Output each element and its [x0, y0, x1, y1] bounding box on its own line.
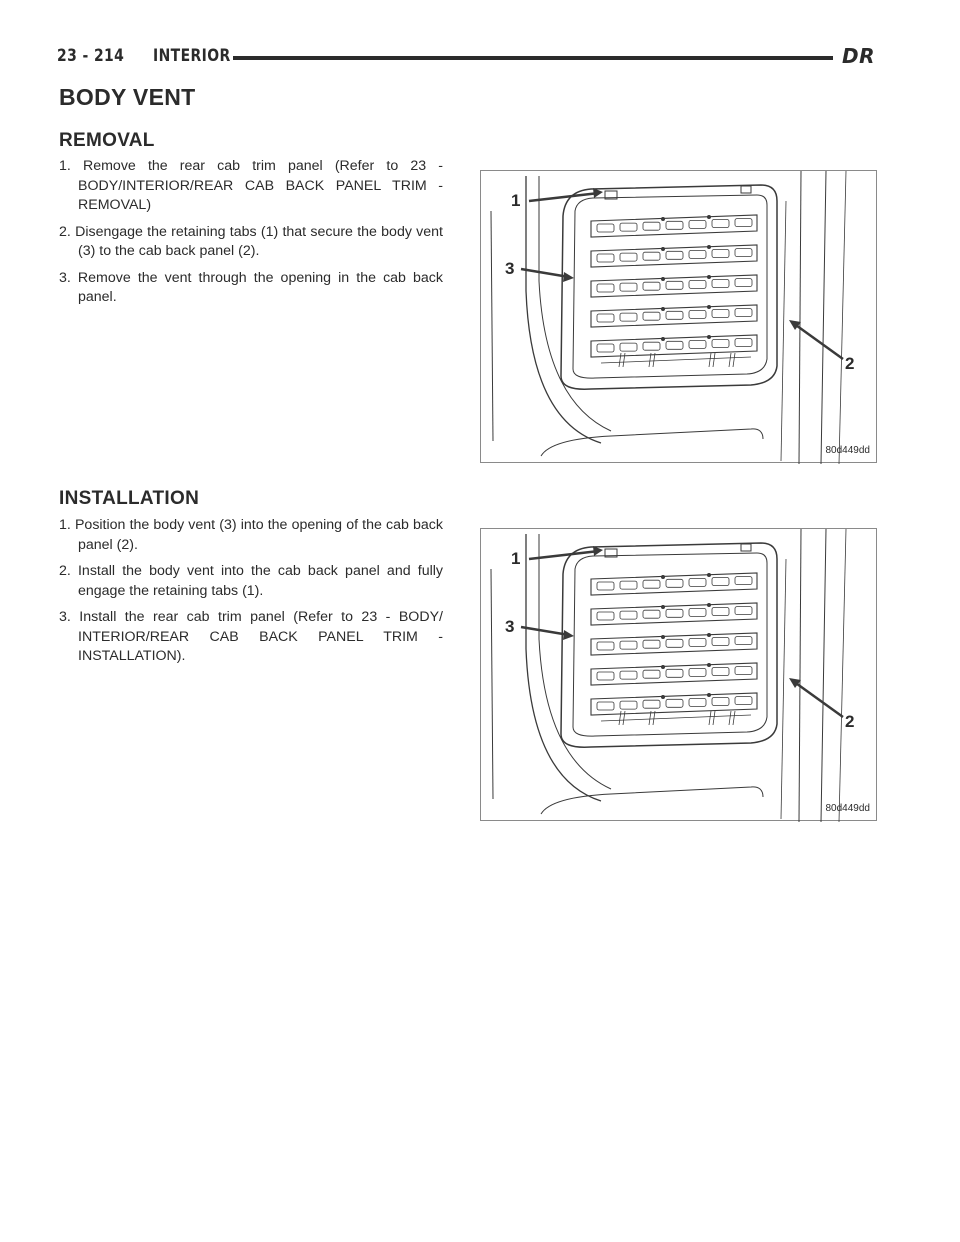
installation-step-1: 1. Position the body vent (3) into the opening of the cab back panel (2).	[59, 517, 443, 553]
figure-code: 80d449dd	[825, 803, 870, 814]
header-rule	[233, 56, 833, 60]
page-number: 23 - 214	[57, 46, 125, 66]
page-title: BODY VENT	[59, 84, 196, 110]
callout-3: 3	[505, 259, 515, 278]
removal-step-2: 2. Disengage the retaining tabs (1) that secure the body vent (3) to the cab back panel (2).	[59, 223, 443, 259]
section-title: INTERIOR	[153, 46, 231, 66]
removal-heading: REMOVAL	[59, 130, 155, 151]
body-vent-illustration	[481, 171, 878, 464]
callout-1: 1	[511, 191, 521, 210]
removal-figure	[480, 170, 877, 463]
model-code: DR	[841, 44, 875, 68]
installation-step-3: 3. Install the rear cab trim panel (Refer to 23 - BODY/ INTERIOR/REAR CAB BACK PANEL TRIM - INSTALLATION).	[59, 609, 443, 664]
callout-2: 2	[845, 354, 855, 373]
installation-heading: INSTALLATION	[59, 488, 200, 509]
callout-1: 1	[511, 549, 521, 568]
figure-code: 80d449dd	[825, 445, 870, 456]
page-header	[57, 44, 875, 72]
body-vent-illustration	[481, 529, 878, 822]
removal-step-1: 1. Remove the rear cab trim panel (Refer to 23 - BODY/INTERIOR/REAR CAB BACK PANEL TRIM - REMOVAL)	[59, 158, 443, 213]
removal-step-3: 3. Remove the vent through the opening in the cab back panel.	[59, 269, 443, 305]
callout-2: 2	[845, 712, 855, 731]
installation-steps	[59, 516, 443, 674]
callout-3: 3	[505, 617, 515, 636]
installation-step-2: 2. Install the body vent into the cab back panel and fully engage the retaining tabs (1).	[59, 563, 443, 599]
installation-figure	[480, 528, 877, 821]
removal-steps	[59, 157, 443, 315]
